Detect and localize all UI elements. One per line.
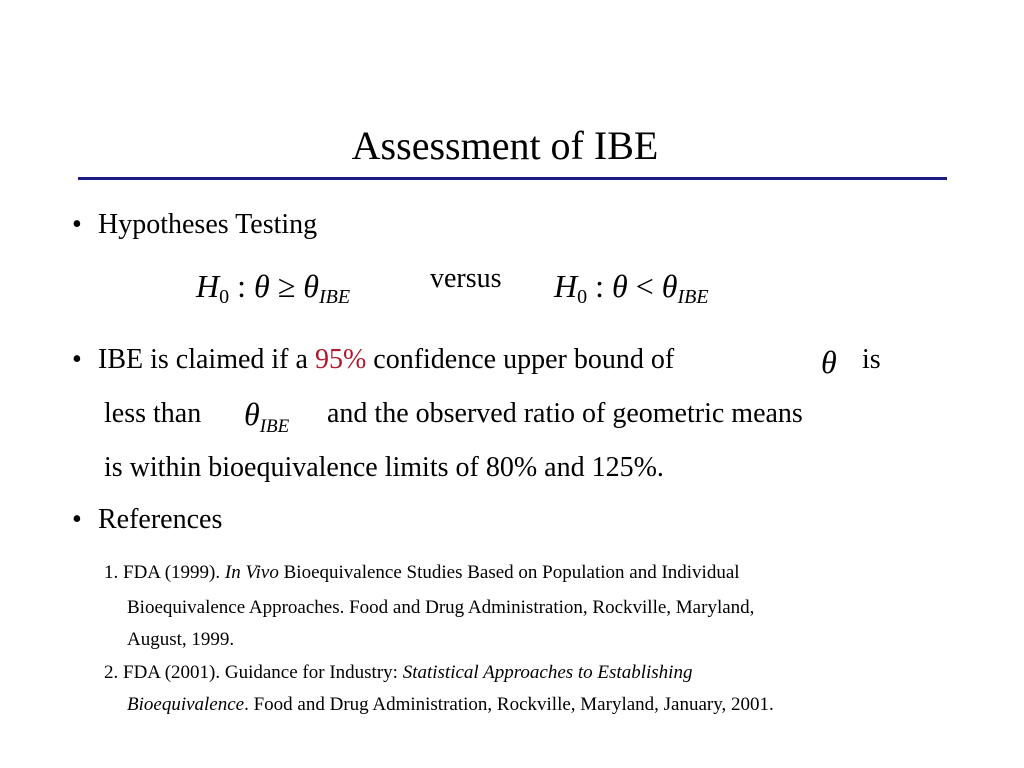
formula-lt: < <box>627 268 662 304</box>
bullet-icon: • <box>72 504 82 535</box>
bullet-text: and the observed ratio of geometric means <box>327 398 803 429</box>
formula-symbol: H <box>554 268 578 304</box>
bullet-references <box>72 503 222 537</box>
formula-theta: θ <box>244 396 260 432</box>
bullet-text: Hypotheses Testing <box>98 209 318 240</box>
formula-subscript: IBE <box>259 416 290 437</box>
bullet-text: confidence upper bound of <box>366 344 675 375</box>
reference-1-line-3: August, 1999. <box>127 629 235 650</box>
bullet-text: less than <box>104 398 202 429</box>
formula-subscript: IBE <box>319 286 351 308</box>
formula-geq: ≥ <box>269 268 304 304</box>
formula-subscript: IBE <box>677 286 709 308</box>
formula-subscript: 0 <box>219 286 230 308</box>
formula-theta: θ <box>254 268 270 304</box>
bullet-text: References <box>98 504 223 535</box>
formula-null-hypothesis <box>196 266 350 317</box>
bullet-ibe-claim <box>72 343 674 377</box>
bullet-text: IBE is claimed if a <box>98 344 315 375</box>
bullet-icon: • <box>72 344 82 375</box>
theta-symbol: θ <box>821 344 837 380</box>
slide-title: Assessment of IBE <box>351 123 659 168</box>
title-divider <box>78 177 947 180</box>
bullet-hypotheses <box>72 208 317 242</box>
formula-theta: θ <box>303 268 319 304</box>
formula-colon: : <box>587 268 612 304</box>
bullet-text: is within bioequivalence limits of 80% and 125%. <box>104 452 664 483</box>
formula-alternative-hypothesis <box>554 266 709 317</box>
theta-ibe-symbol <box>244 396 289 445</box>
formula-colon: : <box>229 268 254 304</box>
reference-italic: In Vivo <box>224 562 279 583</box>
formula-subscript: 0 <box>577 286 588 308</box>
reference-text: 1. FDA (1999). <box>104 562 225 583</box>
reference-text: Bioequivalence Studies Based on Population and Individual <box>278 562 740 583</box>
reference-italic: Statistical Approaches to Establishing <box>402 662 693 683</box>
reference-2-line-1 <box>104 661 692 685</box>
bullet-icon: • <box>72 209 82 240</box>
reference-2-line-2 <box>127 693 774 717</box>
formula-theta: θ <box>612 268 628 304</box>
versus-label: versus <box>430 263 502 294</box>
reference-text: . Food and Drug Administration, Rockville, Maryland, January, 2001. <box>244 694 774 715</box>
reference-1-line-2: Bioequivalence Approaches. Food and Drug Administration, Rockville, Maryland, <box>127 597 755 618</box>
reference-text: 2. FDA (2001). Guidance for Industry: <box>104 662 403 683</box>
reference-italic: Bioequivalence <box>127 694 245 715</box>
reference-1-line-1 <box>104 561 740 585</box>
highlight-95-percent: 95% <box>314 344 367 375</box>
formula-theta: θ <box>661 268 678 304</box>
bullet-text: is <box>862 344 881 375</box>
formula-symbol: H <box>196 268 220 304</box>
